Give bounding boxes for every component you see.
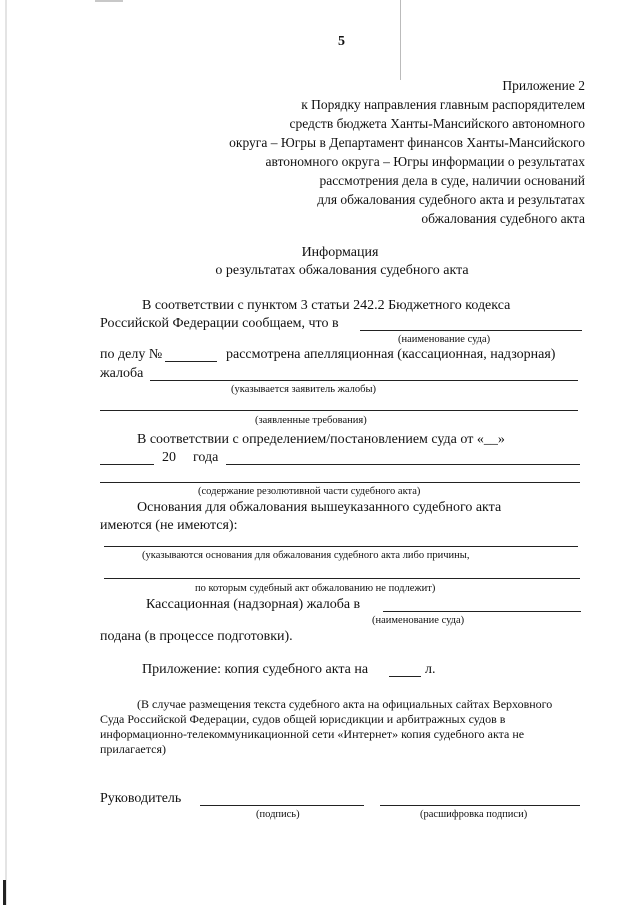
note-text: прилагается) (100, 742, 166, 756)
decode-line[interactable] (380, 805, 580, 806)
caption-signature: (подпись) (256, 809, 300, 820)
decision-line-2[interactable] (100, 482, 580, 483)
appendix-line: Приложение 2 (502, 78, 585, 93)
caption-applicant: (указывается заявитель жалобы) (231, 384, 377, 395)
appendix-line: обжалования судебного акта (421, 211, 585, 226)
date-line[interactable] (100, 464, 154, 465)
document-subtitle: о результатах обжалования судебного акта (215, 263, 469, 278)
paragraph-text: В соответствии с пунктом 3 статьи 242.2 Бюджетного кодекса (142, 298, 511, 313)
complaint-label: жалоба (100, 366, 144, 381)
applicant-line[interactable] (150, 380, 578, 381)
grounds-line-2[interactable] (104, 578, 580, 579)
caption-decode: (расшифровка подписи) (420, 809, 528, 820)
case-number-line[interactable] (165, 361, 217, 362)
paragraph-text: имеются (не имеются): (100, 518, 238, 533)
appendix-line: для обжалования судебного акта и результатах (317, 192, 585, 207)
caption-grounds: (указываются основания для обжалования судебного акта либо причины, (142, 550, 470, 561)
pages-count-line[interactable] (389, 676, 421, 677)
scan-mark (95, 0, 123, 2)
note-text: Суда Российской Федерации, судов общей юрисдикции и арбитражных судов в (100, 712, 506, 726)
court-name-line[interactable] (360, 330, 582, 331)
document-title: Информация (301, 245, 379, 260)
scan-mark (3, 880, 6, 905)
grounds-line[interactable] (104, 546, 578, 547)
appendix-line: автономного округа – Югры информации о результатах (265, 154, 585, 169)
caption-claims: (заявленные требования) (255, 415, 367, 426)
caption-court-2: (наименование суда) (372, 615, 465, 626)
caption-grounds-2: по которым судебный акт обжалованию не подлежит) (195, 583, 436, 594)
paragraph-text: В соответствии с определением/постановлением суда от «__» (137, 432, 505, 447)
cassation-court-line[interactable] (383, 611, 581, 612)
note-text: (В случае размещения текста судебного акта на официальных сайтах Верховного (137, 697, 553, 711)
appendix-line: средств бюджета Ханты-Мансийского автономного (289, 116, 585, 131)
scan-mark (5, 0, 7, 905)
paragraph-text: Основания для обжалования вышеуказанного судебного акта (137, 500, 502, 515)
case-label: по делу № (100, 347, 163, 362)
paragraph-text: подана (в процессе подготовки). (100, 629, 293, 644)
attachment-unit: л. (425, 662, 436, 677)
year-word: года (193, 450, 219, 465)
appendix-line: округа – Югры в Департамент финансов Ханты-Мансийского (229, 135, 585, 150)
paragraph-text: Российской Федерации сообщаем, что в (100, 316, 339, 331)
note-text: информационно-телекоммуникационной сети «Интернет» копия судебного акта не (100, 727, 525, 741)
year-label: 20 (162, 450, 176, 465)
caption-resolution: (содержание резолютивной части судебного акта) (198, 486, 421, 497)
appendix-header (229, 76, 585, 228)
caption-court: (наименование суда) (398, 334, 491, 345)
signatory-label: Руководитель (100, 791, 182, 806)
scan-mark (400, 0, 401, 80)
claims-line[interactable] (100, 410, 578, 411)
appendix-line: к Порядку направления главным распорядителем (301, 97, 585, 112)
decision-line[interactable] (226, 464, 580, 465)
paragraph-text: Кассационная (надзорная) жалоба в (146, 597, 361, 612)
attachment-text: Приложение: копия судебного акта на (142, 662, 369, 677)
paragraph-text: рассмотрена апелляционная (кассационная, надзорная) (226, 347, 556, 362)
appendix-line: рассмотрения дела в суде, наличии оснований (319, 173, 585, 188)
page-number: 5 (338, 34, 345, 49)
signature-line[interactable] (200, 805, 364, 806)
